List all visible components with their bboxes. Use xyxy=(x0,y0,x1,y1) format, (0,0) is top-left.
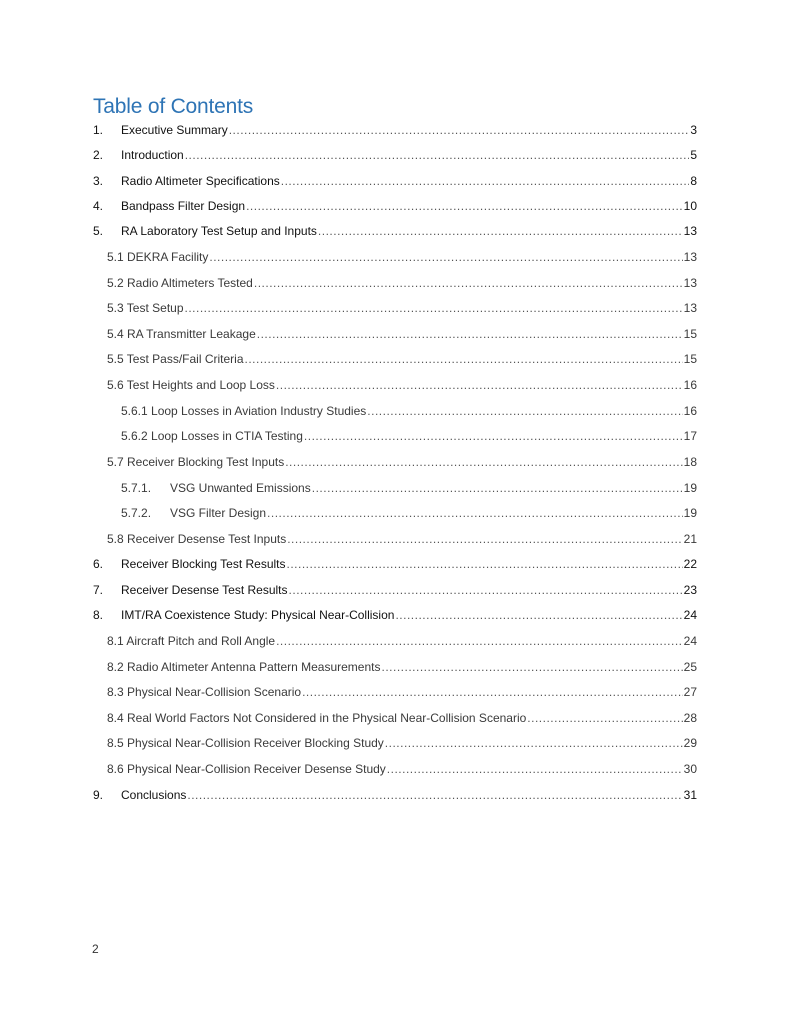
toc-entry-title: 5.8 Receiver Desense Test Inputs xyxy=(107,532,287,546)
toc-entry-page: 30 xyxy=(683,762,697,776)
toc-entry-title: 8.5 Physical Near-Collision Receiver Blocking Study xyxy=(107,736,384,750)
toc-entry-number: 5.7.1. xyxy=(121,481,152,495)
toc-entry-page: 24 xyxy=(683,634,697,648)
dot-leader xyxy=(276,375,683,395)
dot-leader xyxy=(281,171,690,191)
toc-entry-near-collision-desense-study[interactable] xyxy=(107,759,697,779)
toc-entry-test-setup[interactable] xyxy=(107,298,697,318)
toc-entry-executive-summary[interactable] xyxy=(93,120,697,140)
toc-entry-number: 6. xyxy=(93,557,104,571)
toc-entry-page: 25 xyxy=(683,660,697,674)
toc-entry-title: 5.6.1 Loop Losses in Aviation Industry Studies xyxy=(121,404,367,418)
toc-entry-title: 5.7 Receiver Blocking Test Inputs xyxy=(107,455,285,469)
toc-entry-page: 31 xyxy=(683,788,697,802)
toc-entry-page: 13 xyxy=(683,301,697,315)
toc-entry-ra-transmitter-leakage[interactable] xyxy=(107,324,697,344)
toc-entry-page: 3 xyxy=(690,123,697,137)
dot-leader xyxy=(527,708,682,728)
toc-entry-title: 5.6.2 Loop Losses in CTIA Testing xyxy=(121,429,303,443)
toc-entry-number: 2. xyxy=(93,148,104,162)
dot-leader xyxy=(245,349,683,369)
toc-entry-title: 5.2 Radio Altimeters Tested xyxy=(107,276,253,290)
toc-entry-title: Receiver Desense Test Results xyxy=(121,583,288,597)
toc-entry-page: 15 xyxy=(683,352,697,366)
toc-entry-title: Introduction xyxy=(121,148,184,162)
toc-entry-title: 8.6 Physical Near-Collision Receiver Desense Study xyxy=(107,762,386,776)
dot-leader xyxy=(257,324,683,344)
dot-leader xyxy=(312,478,683,498)
dot-leader xyxy=(304,426,683,446)
toc-entry-page: 5 xyxy=(690,148,697,162)
toc-entry-near-collision-blocking-study[interactable] xyxy=(107,733,697,753)
toc-entry-title: 5.5 Test Pass/Fail Criteria xyxy=(107,352,244,366)
toc-entry-number: 9. xyxy=(93,788,104,802)
toc-entry-title: VSG Filter Design xyxy=(170,506,267,520)
toc-title: Table of Contents xyxy=(93,95,254,118)
dot-leader xyxy=(395,605,682,625)
toc-entry-title: Receiver Blocking Test Results xyxy=(121,557,286,571)
toc-entry-title: 8.3 Physical Near-Collision Scenario xyxy=(107,685,302,699)
dot-leader xyxy=(302,682,683,702)
dot-leader xyxy=(267,503,683,523)
toc-entry-radio-altimeters-tested[interactable] xyxy=(107,273,697,293)
toc-entry-page: 8 xyxy=(690,174,697,188)
toc-entry-vsg-unwanted-emissions[interactable] xyxy=(121,478,697,498)
toc-entry-page: 15 xyxy=(683,327,697,341)
toc-entry-page: 21 xyxy=(683,532,697,546)
toc-entry-page: 13 xyxy=(683,224,697,238)
toc-entry-loop-losses-aviation[interactable] xyxy=(121,401,697,421)
toc-entry-number: 3. xyxy=(93,174,104,188)
toc-entry-page: 23 xyxy=(683,583,697,597)
toc-entry-imt-ra-coexistence-study[interactable] xyxy=(93,605,697,625)
toc-entry-page: 27 xyxy=(683,685,697,699)
toc-entry-number: 4. xyxy=(93,199,104,213)
toc-entry-number: 8. xyxy=(93,608,104,622)
toc-entry-conclusions[interactable] xyxy=(93,785,697,805)
toc-entry-number: 7. xyxy=(93,583,104,597)
toc-entry-aircraft-pitch-roll[interactable] xyxy=(107,631,697,651)
toc-entry-number: 5. xyxy=(93,224,104,238)
toc-entry-title: Executive Summary xyxy=(121,123,228,137)
toc-entry-title: Bandpass Filter Design xyxy=(121,199,246,213)
toc-entry-page: 17 xyxy=(683,429,697,443)
toc-entry-real-world-factors[interactable] xyxy=(107,708,697,728)
toc-entry-title: RA Laboratory Test Setup and Inputs xyxy=(121,224,317,238)
toc-entry-vsg-filter-design[interactable] xyxy=(121,503,697,523)
dot-leader xyxy=(246,196,683,216)
toc-entry-title: 5.4 RA Transmitter Leakage xyxy=(107,327,256,341)
dot-leader xyxy=(287,554,683,574)
toc-entry-receiver-blocking-test-results[interactable] xyxy=(93,554,697,574)
toc-entry-antenna-pattern-measurements[interactable] xyxy=(107,657,697,677)
dot-leader xyxy=(387,759,683,779)
dot-leader xyxy=(287,529,682,549)
toc-entry-title: 8.2 Radio Altimeter Antenna Pattern Measurements xyxy=(107,660,381,674)
toc-entry-page: 28 xyxy=(683,711,697,725)
dot-leader xyxy=(229,120,690,140)
toc-entry-introduction[interactable] xyxy=(93,145,697,165)
toc-entry-bandpass-filter-design[interactable] xyxy=(93,196,697,216)
toc-entry-title: Conclusions xyxy=(121,788,187,802)
toc-entry-number: 1. xyxy=(93,123,104,137)
dot-leader xyxy=(185,298,683,318)
dot-leader xyxy=(209,247,682,267)
toc-entry-title: VSG Unwanted Emissions xyxy=(170,481,311,495)
dot-leader xyxy=(187,785,682,805)
dot-leader xyxy=(382,657,683,677)
page-number: 2 xyxy=(92,942,99,956)
dot-leader xyxy=(276,631,683,651)
toc-entry-page: 13 xyxy=(683,250,697,264)
dot-leader xyxy=(185,145,690,165)
toc-entry-near-collision-scenario[interactable] xyxy=(107,682,697,702)
toc-entry-page: 24 xyxy=(683,608,697,622)
toc-entry-receiver-blocking-test-inputs[interactable] xyxy=(107,452,697,472)
toc-entry-radio-altimeter-specifications[interactable] xyxy=(93,171,697,191)
toc-entry-loop-losses-ctia[interactable] xyxy=(121,426,697,446)
dot-leader xyxy=(289,580,683,600)
toc-entry-receiver-desense-test-results[interactable] xyxy=(93,580,697,600)
toc-entry-page: 22 xyxy=(683,557,697,571)
toc-entry-page: 16 xyxy=(683,378,697,392)
toc-entry-test-heights-loop-loss[interactable] xyxy=(107,375,697,395)
toc-entry-title: 5.3 Test Setup xyxy=(107,301,184,315)
dot-leader xyxy=(385,733,683,753)
dot-leader xyxy=(367,401,682,421)
toc-entry-title: 5.1 DEKRA Facility xyxy=(107,250,209,264)
toc-entry-page: 10 xyxy=(683,199,697,213)
toc-entry-receiver-desense-test-inputs[interactable] xyxy=(107,529,697,549)
toc-entry-page: 16 xyxy=(683,404,697,418)
toc-entry-test-pass-fail-criteria[interactable] xyxy=(107,349,697,369)
toc-entry-title: IMT/RA Coexistence Study: Physical Near-Collision xyxy=(121,608,395,622)
toc-entry-page: 18 xyxy=(683,455,697,469)
toc-entry-number: 5.7.2. xyxy=(121,506,152,520)
toc-entry-page: 29 xyxy=(683,736,697,750)
dot-leader xyxy=(254,273,683,293)
toc-entry-page: 13 xyxy=(683,276,697,290)
toc-entry-page: 19 xyxy=(683,506,697,520)
toc-entry-title: 8.1 Aircraft Pitch and Roll Angle xyxy=(107,634,276,648)
toc-entry-title: Radio Altimeter Specifications xyxy=(121,174,280,188)
toc-entry-dekra-facility[interactable] xyxy=(107,247,697,267)
toc-entry-title: 8.4 Real World Factors Not Considered in the Physical Near-Collision Scenario xyxy=(107,711,527,725)
toc-entry-ra-laboratory-test-setup[interactable] xyxy=(93,221,697,241)
toc-entry-page: 19 xyxy=(683,481,697,495)
toc-entry-title: 5.6 Test Heights and Loop Loss xyxy=(107,378,275,392)
dot-leader xyxy=(285,452,682,472)
dot-leader xyxy=(318,221,683,241)
